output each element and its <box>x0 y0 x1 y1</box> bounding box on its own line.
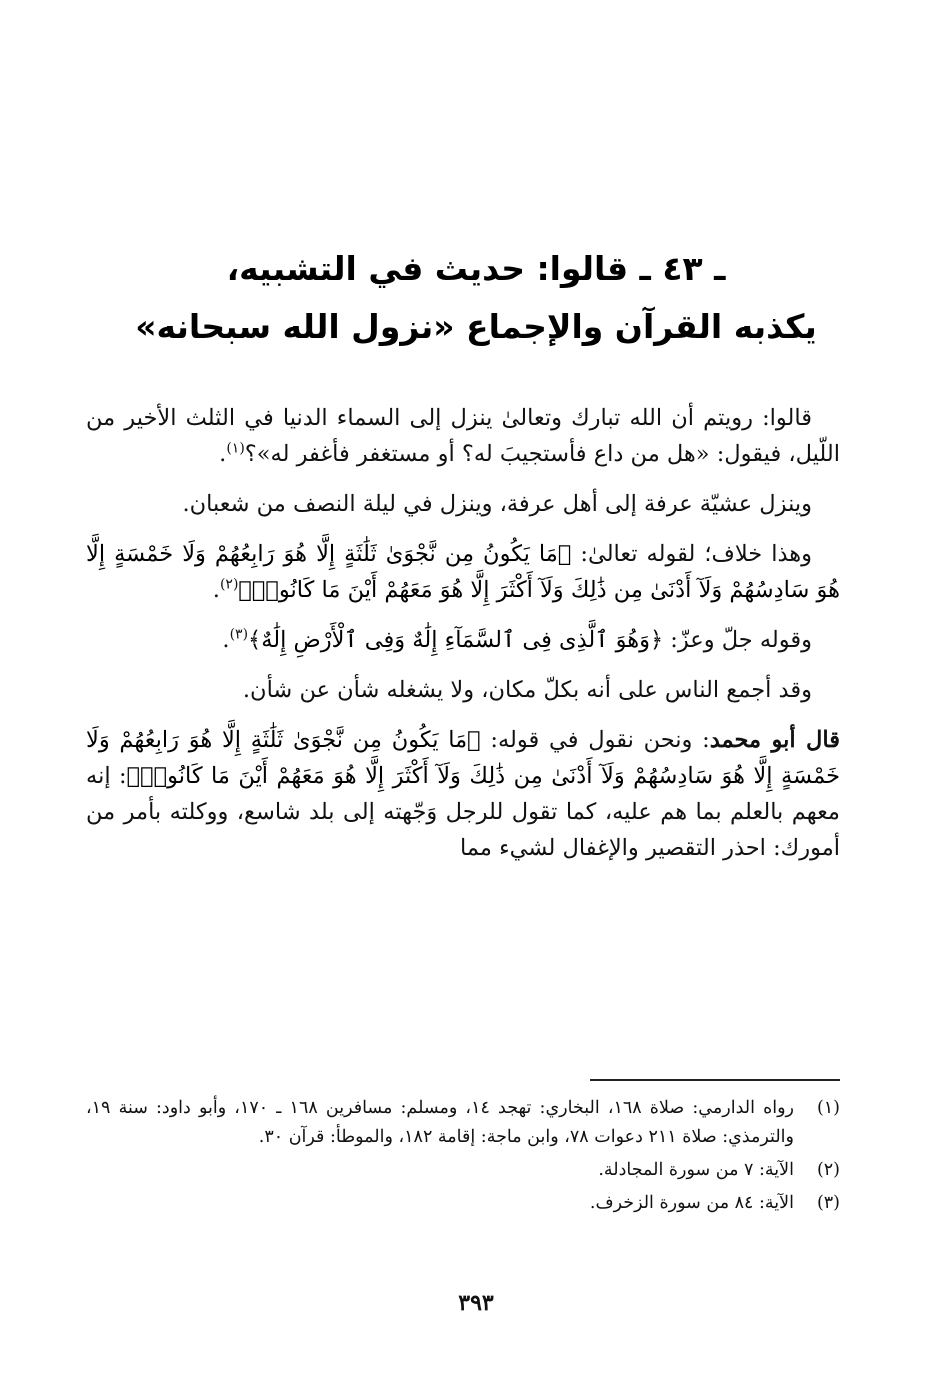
paragraph-1-end: . <box>219 441 227 467</box>
footnote-text: رواه الدارمي: صلاة ١٦٨، البخاري: تهجد ١٤، ومسلم: مسافرين ١٦٨ ـ ١٧٠، وأبو داود: سنة ١٩، والترمذي: صلاة ٢١١ دعوات ٧٨، وابن ماجة: إقامة ١٨٢، والموطأ: قرآن ٣٠. <box>86 1098 795 1147</box>
heading-line-1: ـ ٤٣ ـ قالوا: حديث في التشبيه، <box>226 249 726 288</box>
footnote-number: (١) <box>816 1098 840 1118</box>
paragraph-4-end: . <box>222 627 230 653</box>
paragraph-1 <box>86 400 840 472</box>
paragraph-5-text: وقد أجمع الناس على أنه بكلّ مكان، ولا يشغله شأن عن شأن. <box>242 677 812 703</box>
footnote-ref-3: (٣) <box>229 626 249 643</box>
quran-verse-mujadila: ﴿مَا يَكُونُ مِن نَّجْوَىٰ ثَلَٰثَةٍ إِلَّا هُوَ رَابِعُهُمْ وَلَا خَمْسَةٍ إِلَّا هُوَ سَادِسُهُمْ وَلَآ أَدْنَىٰ مِن ذَٰلِكَ وَلَآ أَكْثَرَ إِلَّا هُوَ مَعَهُمْ أَيْنَ مَا كَانُوا۟﴾ <box>86 541 840 603</box>
quran-verse-zukhruf: ﴿وَهُوَ ٱلَّذِى فِى ٱلسَّمَآءِ إِلَٰهٌ وَفِى ٱلْأَرْضِ إِلَٰهٌ﴾ <box>248 627 664 653</box>
footnotes <box>86 1094 840 1222</box>
paragraph-5 <box>86 672 840 708</box>
quran-verse-repeat: ﴿مَا يَكُونُ مِن نَّجْوَىٰ ثَلَٰثَةٍ إِلَّا هُوَ رَابِعُهُمْ وَلَا خَمْسَةٍ إِلَّا هُوَ سَادِسُهُمْ وَلَآ أَدْنَىٰ مِن ذَٰلِكَ وَلَآ أَكْثَرَ إِلَّا هُوَ مَعَهُمْ أَيْنَ مَا كَانُوا۟﴾ <box>86 727 841 789</box>
paragraph-6-rest: : إنه معهم بالعلم بما هم عليه، كما تقول للرجل وَجّهته إلى بلد شاسع، ووكلته بأمر من أمورك: احذر التقصير والإغفال لشيء مما <box>86 763 840 861</box>
chapter-heading <box>80 240 872 356</box>
footnote-ref-2: (٢) <box>219 576 239 593</box>
paragraph-4 <box>86 622 840 658</box>
paragraph-3-intro: وهذا خلاف؛ لقوله تعالىٰ: <box>571 541 813 567</box>
paragraph-2-text: وينزل عشيّة عرفة إلى أهل عرفة، وينزل في ليلة النصف من شعبان. <box>182 491 812 517</box>
paragraph-2 <box>86 486 840 522</box>
footnote-3 <box>86 1189 840 1218</box>
heading-line-2: يكذبه القرآن والإجماع «نزول الله سبحانه» <box>135 307 817 346</box>
footnote-ref-1: (١) <box>226 440 245 457</box>
paragraph-1-text: قالوا: رويتم أن الله تبارك وتعالىٰ ينزل إلى السماء الدنيا في الثلث الأخير من اللّيل، فيقول: «هل من داع فأستجيبَ له؟ أو مستغفر فأغفر له»؟ <box>86 405 840 467</box>
page-number: ٣٩٣ <box>458 1290 494 1316</box>
speaker-label: قال أبو محمد <box>709 727 841 753</box>
paragraph-3 <box>86 536 840 608</box>
paragraph-6-intro: : ونحن نقول في قوله: <box>480 727 710 753</box>
footnote-2 <box>86 1156 840 1185</box>
paragraph-6 <box>86 722 840 866</box>
footnote-divider <box>590 1079 840 1081</box>
main-text <box>86 400 840 880</box>
footnote-number: (٢) <box>816 1160 840 1180</box>
footnote-number: (٣) <box>816 1193 840 1213</box>
footnote-text: الآية: ٧ من سورة المجادلة. <box>598 1160 794 1180</box>
paragraph-4-intro: وقوله جلّ وعزّ: <box>663 627 812 653</box>
paragraph-3-end: . <box>212 577 220 603</box>
footnote-1 <box>86 1094 840 1152</box>
footnote-text: الآية: ٨٤ من سورة الزخرف. <box>589 1193 794 1213</box>
